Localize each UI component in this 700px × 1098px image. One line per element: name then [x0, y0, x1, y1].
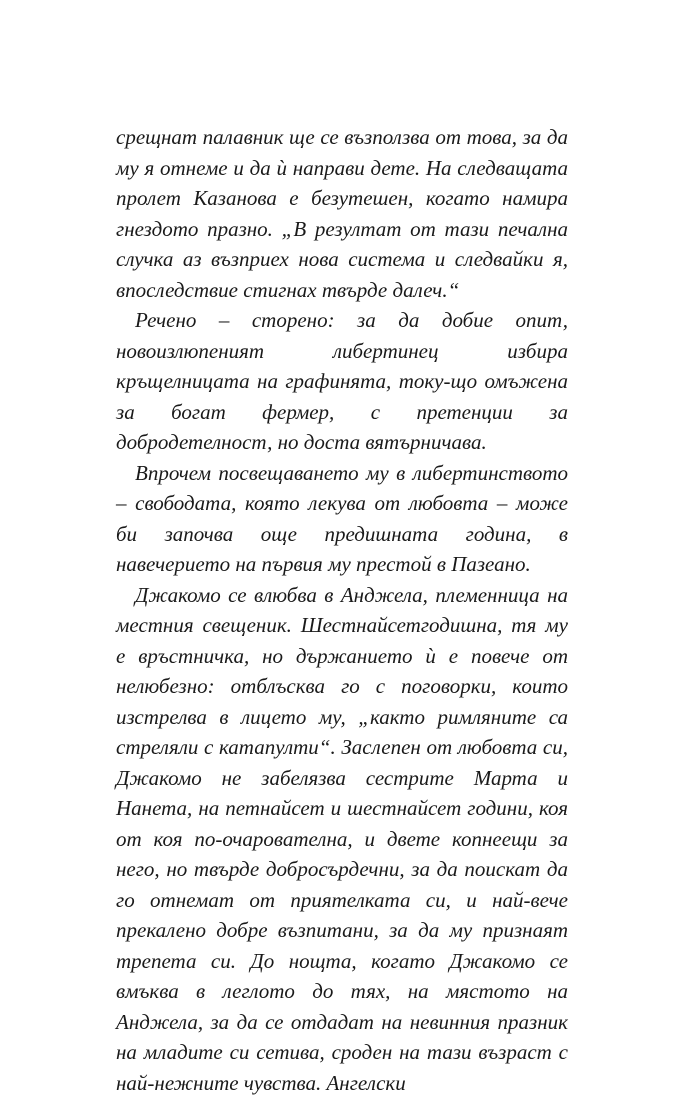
page-text: [116, 122, 568, 1098]
paragraph: Джакомо се влюбва в Анджела, племенница на местния свещеник. Шестнайсетгодишна, тя му е връстничка, но държанието ѝ е повече от нелюбезно: отблъсква го с поговорки, които изстрелва в лицето му, „както римляните са стреляли с катапулти“. Заслепен от любовта си, Джакомо не забелязва сестрите Марта и Нанета, на петнайсет и шестнайсет години, коя от коя по-очарователна, и двете копнеещи за него, но твърде добросърдечни, за да поискат да го отнемат от приятелката си, и най-вече прекалено добре възпитани, за да му признаят трепета си. До нощта, когато Джакомо се вмъква в леглото до тях, на мястото на Анджела, за да се отдадат на невинния празник на младите си сетива, сроден на тази възраст с най-нежните чувства. Ангелски: [116, 580, 568, 1098]
paragraph-continued: срещнат палавник ще се възползва от това, за да му я отнеме и да ѝ направи дете. На следващата пролет Казанова е безутешен, когато намира гнездото празно. „В резултат от тази печална случка аз възприех нова система и следвайки я, впоследствие стигнах твърде далеч.“: [116, 122, 568, 305]
paragraph: Впрочем посвещаването му в либертинството – свободата, която лекува от любовта – може би започва още предишната година, в навечерието на първия му престой в Пазеано.: [116, 458, 568, 580]
paragraph: Речено – сторено: за да добие опит, новоизлюпеният либертинец избира кръщелницата на графинята, току-що омъжена за богат фермер, с претенции за добродетелност, но доста вятърничава.: [116, 305, 568, 458]
